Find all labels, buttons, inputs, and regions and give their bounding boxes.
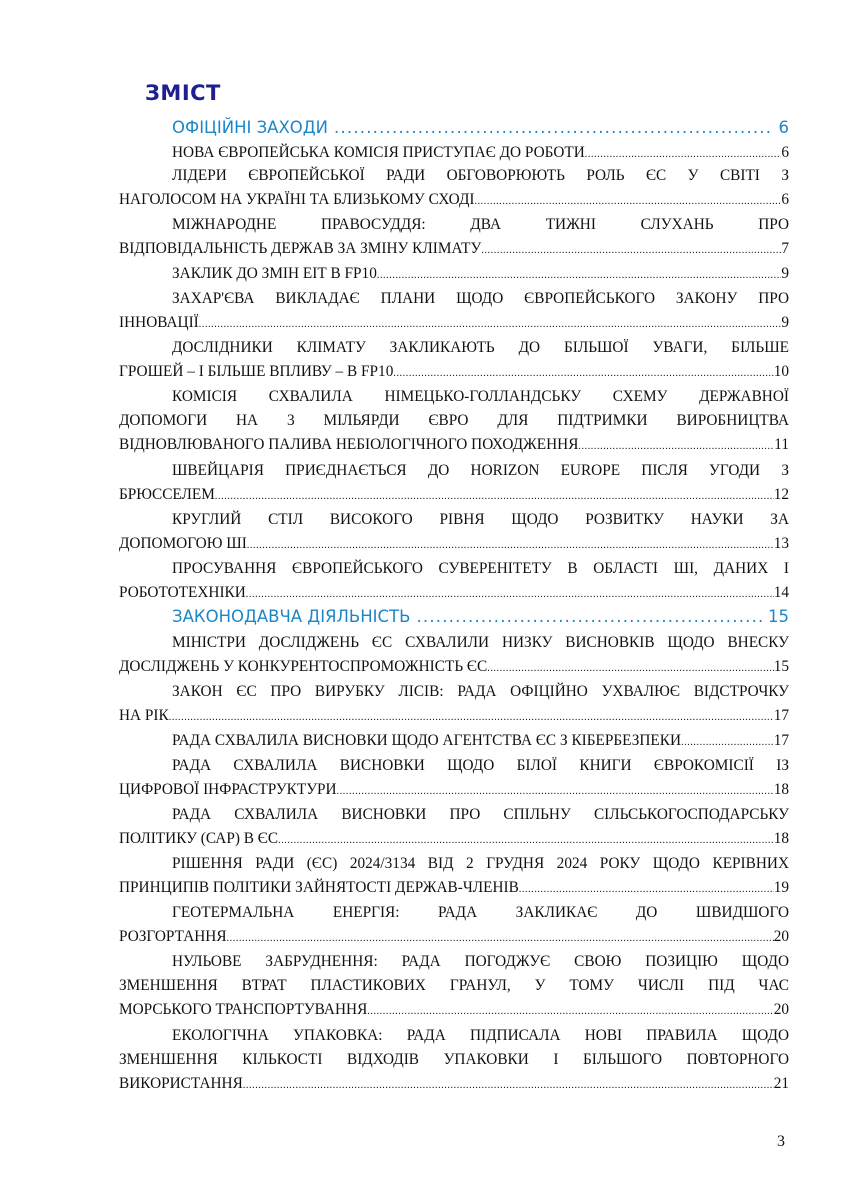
toc-line bbox=[119, 729, 789, 753]
toc-entry-link[interactable] bbox=[119, 287, 789, 335]
dot-leader bbox=[578, 435, 774, 459]
toc-page-ref: 13 bbox=[773, 535, 789, 552]
toc-entry-text: РОЗГОРТАННЯ bbox=[119, 928, 227, 945]
toc-line bbox=[119, 704, 789, 728]
toc-page-ref: 6 bbox=[781, 191, 789, 208]
toc-page-ref: 15 bbox=[768, 607, 789, 626]
toc-line: КРУГЛИЙ СТІЛ ВИСОКОГО РІВНЯ ЩОДО РОЗВИТКУ НАУКИ ЗА bbox=[172, 511, 789, 528]
toc-page-ref: 6 bbox=[778, 118, 789, 137]
toc-entry-text: ЗАКЛИК ДО ЗМІН ЕІТ В FP10 bbox=[172, 265, 377, 282]
toc-entry-text: НАГОЛОСОМ НА УКРАЇНІ ТА БЛИЗЬКОМУ СХОДІ bbox=[119, 191, 475, 208]
toc-section-label: ЗАКОНОДАВЧА ДІЯЛЬНІСТЬ bbox=[172, 607, 411, 626]
toc-line bbox=[119, 360, 789, 384]
toc-line: ДОСЛІДНИКИ КЛІМАТУ ЗАКЛИКАЮТЬ ДО БІЛЬШОЇ УВАГИ, БІЛЬШЕ bbox=[172, 339, 789, 356]
toc-line bbox=[119, 262, 789, 286]
toc-line: РАДА СХВАЛИЛА ВИСНОВКИ ЩОДО БІЛОЇ КНИГИ ЄВРОКОМІСІЇ ІЗ bbox=[172, 757, 789, 774]
toc-line bbox=[119, 141, 789, 165]
toc-entry-link[interactable] bbox=[119, 557, 789, 605]
toc-line: ШВЕЙЦАРІЯ ПРИЄДНАЄТЬСЯ ДО HORIZON EUROPE ПІСЛЯ УГОДИ З bbox=[172, 462, 789, 479]
toc-page-ref: 20 bbox=[773, 928, 789, 945]
toc-entry-link[interactable] bbox=[119, 262, 789, 286]
toc-page-ref: 10 bbox=[773, 363, 789, 380]
toc-entry-link[interactable] bbox=[119, 754, 789, 802]
toc-page-ref: 19 bbox=[773, 879, 789, 896]
toc-line bbox=[119, 237, 789, 261]
toc-entry-text: РАДА СХВАЛИЛА ВИСНОВКИ ЩОДО АГЕНТСТВА ЄС З КІБЕРБЕЗПЕКИ bbox=[172, 732, 682, 749]
toc-entry-text: ДОПОМОГОЮ ШІ bbox=[119, 535, 247, 552]
toc-line bbox=[119, 827, 789, 851]
toc-entry-text: ДОСЛІДЖЕНЬ У КОНКУРЕНТОСПРОМОЖНІСТЬ ЄС bbox=[119, 658, 488, 675]
toc-page-ref: 9 bbox=[781, 314, 789, 331]
toc-line bbox=[119, 115, 789, 141]
toc-line: ЛІДЕРИ ЄВРОПЕЙСЬКОЇ РАДИ ОБГОВОРЮЮТЬ РОЛЬ ЄС У СВІТІ З bbox=[172, 167, 789, 184]
dot-leader bbox=[474, 190, 781, 214]
toc-line: РІШЕННЯ РАДИ (ЄС) 2024/3134 ВІД 2 ГРУДНЯ 2024 РОКУ ЩОДО КЕРІВНИХ bbox=[172, 855, 789, 872]
toc-entry-link[interactable] bbox=[119, 803, 789, 851]
toc-page-ref: 11 bbox=[774, 436, 789, 453]
dot-leader bbox=[393, 362, 773, 386]
dot-leader bbox=[243, 1074, 774, 1098]
dot-leader bbox=[337, 780, 774, 804]
toc-line bbox=[119, 655, 789, 679]
toc-line bbox=[119, 1072, 789, 1096]
toc-line: МІНІСТРИ ДОСЛІДЖЕНЬ ЄС СХВАЛИЛИ НИЗКУ ВИСНОВКІВ ЩОДО ВНЕСКУ bbox=[172, 634, 789, 651]
toc-line bbox=[119, 433, 789, 457]
toc-line: ЗАХАР'ЄВА ВИКЛАДАЄ ПЛАНИ ЩОДО ЄВРОПЕЙСЬКОГО ЗАКОНУ ПРО bbox=[172, 290, 789, 307]
toc-line bbox=[119, 581, 789, 605]
dot-leader bbox=[334, 115, 773, 141]
toc-entry-text: НА РІК bbox=[119, 707, 169, 724]
toc-page-ref: 17 bbox=[773, 732, 789, 749]
toc-entry-text: ПРИНЦИПІВ ПОЛІТИКИ ЗАЙНЯТОСТІ ДЕРЖАВ-ЧЛЕНІВ bbox=[119, 879, 519, 896]
toc-line: МІЖНАРОДНЕ ПРАВОСУДДЯ: ДВА ТИЖНІ СЛУХАНЬ ПРО bbox=[172, 216, 789, 233]
dot-leader bbox=[215, 485, 774, 509]
dot-leader bbox=[367, 1000, 773, 1024]
toc-entry-link[interactable] bbox=[119, 1024, 789, 1096]
toc-entry-link[interactable] bbox=[119, 950, 789, 1022]
toc-page-ref: 7 bbox=[781, 240, 789, 257]
dot-leader bbox=[199, 313, 782, 337]
toc-entry-text: ПОЛІТИКУ (САР) В ЄС bbox=[119, 830, 279, 847]
toc-line: НУЛЬОВЕ ЗАБРУДНЕННЯ: РАДА ПОГОДЖУЄ СВОЮ ПОЗИЦІЮ ЩОДО bbox=[172, 953, 789, 970]
toc-section-label: ОФІЦІЙНІ ЗАХОДИ bbox=[172, 118, 328, 137]
toc-entry-text: ІННОВАЦІЇ bbox=[119, 314, 199, 331]
dot-leader bbox=[681, 731, 774, 755]
toc-line bbox=[119, 876, 789, 900]
toc-line bbox=[119, 188, 789, 212]
toc-section-link[interactable] bbox=[119, 604, 789, 630]
toc-page-ref: 17 bbox=[773, 707, 789, 724]
toc-line: ЕКОЛОГІЧНА УПАКОВКА: РАДА ПІДПИСАЛА НОВІ ПРАВИЛА ЩОДО bbox=[172, 1027, 789, 1044]
toc-line bbox=[119, 532, 789, 556]
toc-line bbox=[119, 604, 789, 630]
toc-page-ref: 15 bbox=[773, 658, 789, 675]
page-number: 3 bbox=[777, 1133, 785, 1150]
toc-entry-link[interactable] bbox=[119, 141, 789, 165]
toc-entry-text: ВИКОРИСТАННЯ bbox=[119, 1075, 243, 1092]
toc-page-ref: 14 bbox=[773, 584, 789, 601]
toc-entry-text: НОВА ЄВРОПЕЙСЬКА КОМІСІЯ ПРИСТУПАЄ ДО РОБОТИ bbox=[172, 144, 585, 161]
toc-line: ЗМЕНШЕННЯ КІЛЬКОСТІ ВІДХОДІВ УПАКОВКИ І БІЛЬШОГО ПОВТОРНОГО bbox=[119, 1051, 789, 1068]
toc-page-ref: 6 bbox=[781, 144, 789, 161]
toc-entry-link[interactable] bbox=[119, 336, 789, 384]
dot-leader bbox=[481, 239, 781, 263]
toc-entry-link[interactable] bbox=[119, 385, 789, 457]
dot-leader bbox=[227, 927, 774, 951]
toc-line: ГЕОТЕРМАЛЬНА ЕНЕРГІЯ: РАДА ЗАКЛИКАЄ ДО ШВИДШОГО bbox=[172, 904, 789, 921]
toc-page-ref: 18 bbox=[773, 781, 789, 798]
toc-entry-text: МОРСЬКОГО ТРАНСПОРТУВАННЯ bbox=[119, 1001, 368, 1018]
dot-leader bbox=[519, 878, 774, 902]
toc-line bbox=[119, 483, 789, 507]
toc-entry-text: ВІДПОВІДАЛЬНІСТЬ ДЕРЖАВ ЗА ЗМІНУ КЛІМАТУ bbox=[119, 240, 482, 257]
toc-entry-link[interactable] bbox=[119, 459, 789, 507]
toc-page-ref: 20 bbox=[773, 1001, 789, 1018]
toc-entry-link[interactable] bbox=[119, 729, 789, 753]
toc-entry-link[interactable] bbox=[119, 631, 789, 679]
toc-page-ref: 9 bbox=[781, 265, 789, 282]
dot-leader bbox=[169, 706, 774, 730]
toc-line bbox=[119, 311, 789, 335]
toc-entry-link[interactable] bbox=[119, 680, 789, 728]
toc-page-ref: 18 bbox=[773, 830, 789, 847]
dot-leader bbox=[247, 534, 774, 558]
dot-leader bbox=[416, 604, 762, 630]
toc-line: КОМІСІЯ СХВАЛИЛА НІМЕЦЬКО-ГОЛЛАНДСЬКУ СХЕМУ ДЕРЖАВНОЇ bbox=[172, 388, 789, 405]
toc-section-link[interactable] bbox=[119, 115, 789, 141]
toc-title: ЗМІСТ bbox=[145, 81, 221, 105]
dot-leader bbox=[278, 829, 774, 853]
dot-leader bbox=[377, 264, 782, 288]
toc-entry-link[interactable] bbox=[119, 164, 789, 212]
toc-line: ЗМЕНШЕННЯ ВТРАТ ПЛАСТИКОВИХ ГРАНУЛ, У ТОМУ ЧИСЛІ ПІД ЧАС bbox=[119, 977, 789, 994]
toc-line: ЗАКОН ЄС ПРО ВИРУБКУ ЛІСІВ: РАДА ОФІЦІЙНО УХВАЛЮЄ ВІДСТРОЧКУ bbox=[172, 683, 789, 700]
toc-line bbox=[119, 998, 789, 1022]
toc-line bbox=[119, 778, 789, 802]
toc-page-ref: 12 bbox=[773, 486, 789, 503]
toc-entry-link[interactable] bbox=[119, 901, 789, 949]
toc-entry-link[interactable] bbox=[119, 213, 789, 261]
toc-entry-text: РОБОТОТЕХНІКИ bbox=[119, 584, 246, 601]
toc-line bbox=[119, 925, 789, 949]
toc-entry-link[interactable] bbox=[119, 852, 789, 900]
toc-page-ref: 21 bbox=[773, 1075, 789, 1092]
toc-entry-text: ВІДНОВЛЮВАНОГО ПАЛИВА НЕБІОЛОГІЧНОГО ПОХОДЖЕННЯ bbox=[119, 436, 579, 453]
toc-entry-text: ЦИФРОВОЇ ІНФРАСТРУКТУРИ bbox=[119, 781, 337, 798]
toc-line: ПРОСУВАННЯ ЄВРОПЕЙСЬКОГО СУВЕРЕНІТЕТУ В ОБЛАСТІ ШІ, ДАНИХ І bbox=[172, 560, 789, 577]
toc-entry-text: БРЮССЕЛЕМ bbox=[119, 486, 215, 503]
toc-entry-link[interactable] bbox=[119, 508, 789, 556]
toc-line: РАДА СХВАЛИЛА ВИСНОВКИ ПРО СПІЛЬНУ СІЛЬСЬКОГОСПОДАРСЬКУ bbox=[172, 806, 789, 823]
toc-line: ДОПОМОГИ НА 3 МІЛЬЯРДИ ЄВРО ДЛЯ ПІДТРИМКИ ВИРОБНИЦТВА bbox=[119, 412, 789, 429]
dot-leader bbox=[487, 657, 773, 681]
toc-entry-text: ГРОШЕЙ – І БІЛЬШЕ ВПЛИВУ – В FP10 bbox=[119, 363, 394, 380]
